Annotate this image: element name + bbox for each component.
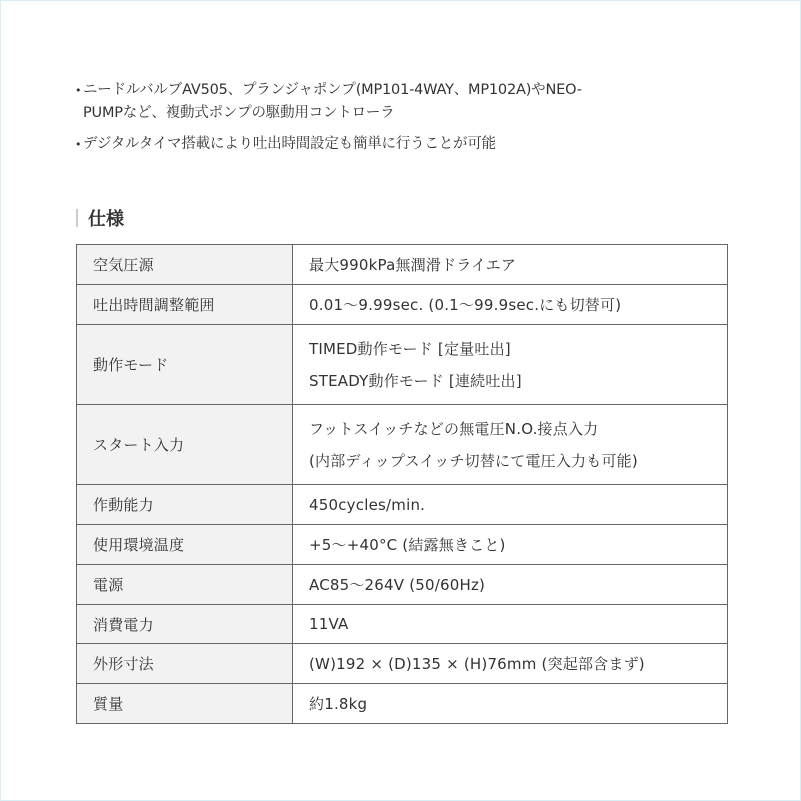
spec-label: 電源 [77,565,293,605]
spec-value: 最大990kPa無潤滑ドライエア [293,245,728,285]
spec-label: 動作モード [77,325,293,405]
feature-list [75,79,635,164]
spec-label: 質量 [77,684,293,724]
table-row [77,684,728,724]
table-row [77,405,728,485]
spec-value: 11VA [293,605,728,644]
spec-value [293,405,728,485]
spec-label: 使用環境温度 [77,525,293,565]
spec-value: +5〜+40°C (結露無きこと) [293,525,728,565]
feature-item [75,133,635,156]
spec-value: 約1.8kg [293,684,728,724]
spec-table [76,244,728,724]
table-row [77,605,728,644]
spec-value-line: STEADY動作モード [連続吐出] [309,371,522,390]
table-row [77,644,728,684]
feature-item [75,79,635,125]
spec-label: 空気圧源 [77,245,293,285]
heading-title: 仕様 [88,209,124,230]
spec-label: 消費電力 [77,605,293,644]
table-row [77,325,728,405]
feature-text-line: デジタルタイマ搭載により吐出時間設定も簡単に行うことが可能 [83,136,496,152]
feature-text-line: PUMPなど、複動式ポンプの駆動用コントローラ [83,105,395,121]
spec-label: 吐出時間調整範囲 [77,285,293,325]
table-row [77,285,728,325]
spec-label: スタート入力 [77,405,293,485]
table-row [77,245,728,285]
spec-value: (W)192 × (D)135 × (H)76mm (突起部含まず) [293,644,728,684]
spec-label: 作動能力 [77,485,293,525]
spec-value: 0.01〜9.99sec. (0.1〜99.9sec.にも切替可) [293,285,728,325]
feature-text-line: ニードルバルブAV505、プランジャポンプ(MP101-4WAY、MP102A)やNEO- [83,82,582,98]
section-heading [76,206,124,230]
heading-accent-bar [76,209,78,227]
spec-value-line: TIMED動作モード [定量吐出] [309,339,511,358]
spec-value: AC85〜264V (50/60Hz) [293,565,728,605]
spec-label: 外形寸法 [77,644,293,684]
table-row [77,525,728,565]
table-row [77,565,728,605]
spec-value: 450cycles/min. [293,485,728,525]
spec-value-line: フットスイッチなどの無電圧N.O.接点入力 [309,419,599,438]
table-row [77,485,728,525]
spec-value-line: (内部ディップスイッチ切替にて電圧入力も可能) [309,451,638,470]
spec-value [293,325,728,405]
